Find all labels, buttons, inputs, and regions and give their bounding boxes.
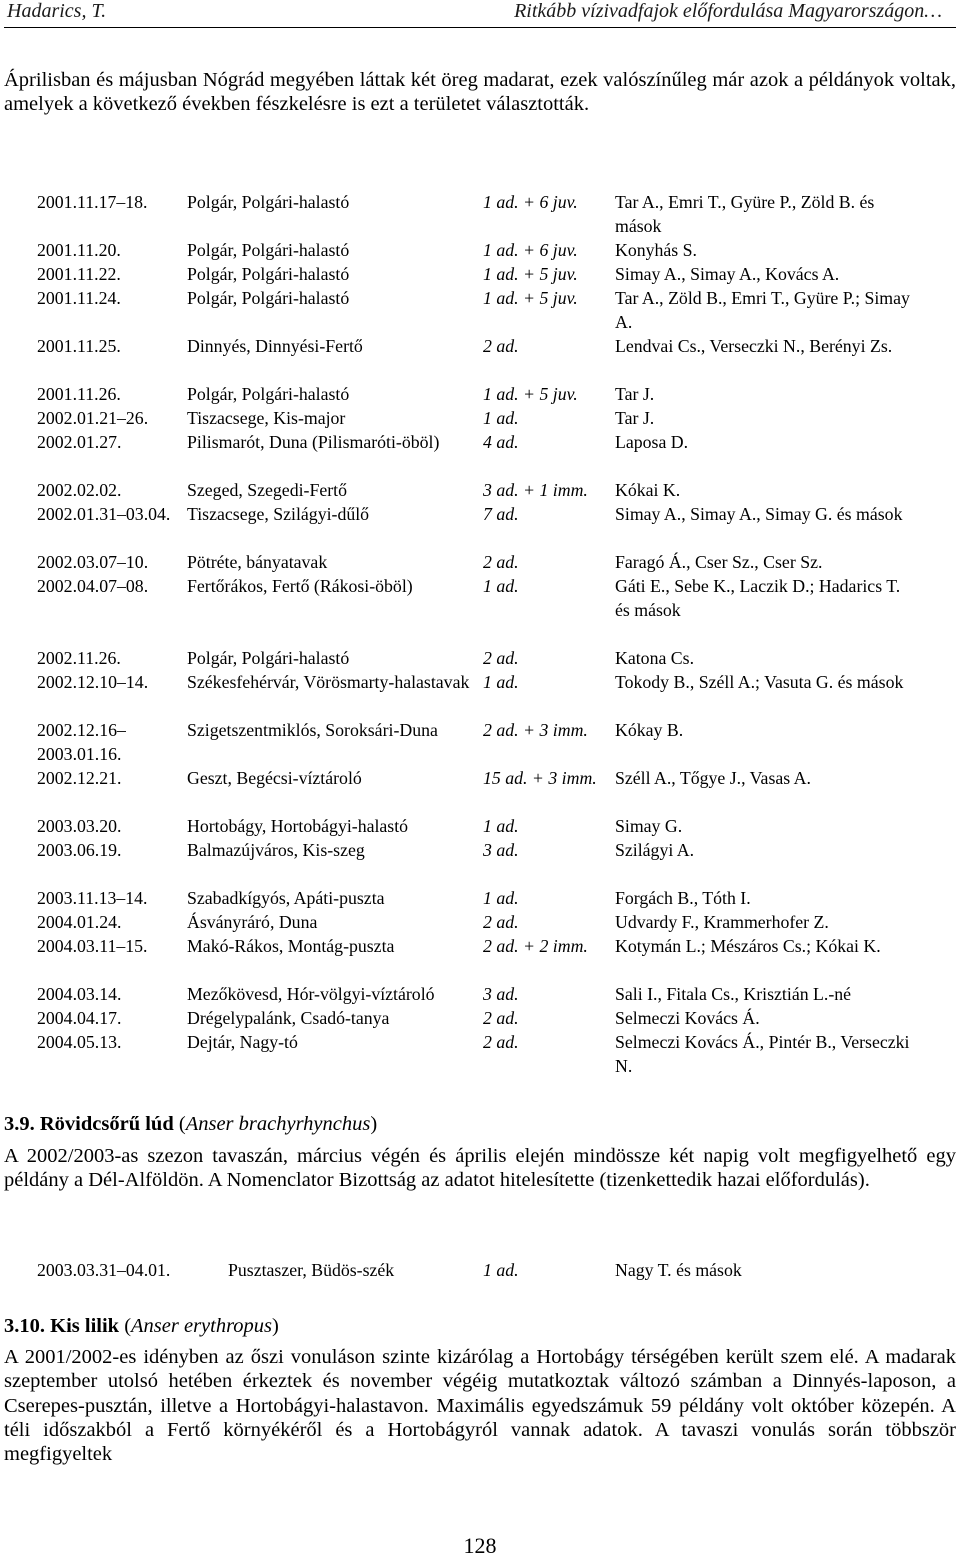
record-observers: Széll A., Tőgye J., Vasas A. <box>615 768 811 788</box>
record-place: Polgár, Polgári-halastó <box>187 264 350 284</box>
page-number: 128 <box>463 1533 497 1558</box>
record-place: Tiszacsege, Kis-major <box>187 408 346 428</box>
species-latin: Anser erythropus <box>131 1315 273 1337</box>
record-date: 2004.03.11–15. <box>37 936 148 956</box>
record-place: Székesfehérvár, Vörösmarty-halastavak <box>187 672 470 692</box>
record-place: Makó-Rákos, Montág-puszta <box>187 936 395 956</box>
record-place: Polgár, Polgári-halastó <box>187 240 350 260</box>
record-observers: Lendvai Cs., Verseczki N., Berényi Zs. <box>615 336 893 356</box>
record-place: Polgár, Polgári-halastó <box>187 192 350 212</box>
record-date: 2003.11.13–14. <box>37 888 148 908</box>
record-place: Drégelypalánk, Csadó-tanya <box>187 1008 390 1028</box>
record-place: Szeged, Szegedi-Fertő <box>187 480 347 500</box>
record-observers: Udvardy F., Krammerhofer Z. <box>615 912 829 932</box>
record-observers: Simay A., Simay A., Kovács A. <box>615 264 840 284</box>
record-place: Mezőkövesd, Hór-völgyi-víztároló <box>187 984 435 1004</box>
record-date: 2001.11.20. <box>37 240 121 260</box>
record-count: 1 ad. <box>483 408 519 428</box>
record-count: 1 ad. + 6 juv. <box>483 192 578 212</box>
record-count: 15 ad. + 3 imm. <box>483 768 597 788</box>
running-header <box>0 0 960 26</box>
record-date: 2002.12.10–14. <box>37 672 149 692</box>
record-observers: Sali I., Fitala Cs., Krisztián L.-né <box>615 984 852 1004</box>
record-place: Hortobágy, Hortobágyi-halastó <box>187 816 409 836</box>
record-place: Ásványráró, Duna <box>187 912 318 932</box>
record-count: 1 ad. + 5 juv. <box>483 264 578 284</box>
record-place: Pötréte, bányatavak <box>187 552 328 572</box>
record-count <box>483 1258 617 1282</box>
record-place: Balmazújváros, Kis-szeg <box>187 840 365 860</box>
record-date: 2001.11.25. <box>37 336 121 356</box>
record-place: Polgár, Polgári-halastó <box>187 384 350 404</box>
record-date: 2004.03.14. <box>37 984 122 1004</box>
record-count: 3 ad. <box>483 984 519 1004</box>
record-observers: Kókai K. <box>615 480 681 500</box>
record-count: 2 ad. <box>483 1008 519 1028</box>
record-observers: Faragó Á., Cser Sz., Cser Sz. <box>615 552 823 572</box>
record-observers: Gáti E., Sebe K., Laczik D.; Hadarics T. és mások <box>615 576 901 621</box>
record-observers: Selmeczi Kovács Á., Pintér B., Verseczki N. <box>615 1032 910 1077</box>
record-date: 2002.11.26. <box>37 648 121 668</box>
record-observers: Konyhás S. <box>615 240 697 260</box>
record-count: 2 ad. <box>483 552 519 572</box>
record-place: Pusztaszer, Büdös-szék <box>228 1260 395 1280</box>
record-date: 2002.03.07–10. <box>37 552 149 572</box>
record-count: 1 ad. + 6 juv. <box>483 240 578 260</box>
species-latin: Anser brachyrhynchus <box>185 1113 371 1135</box>
record-date: 2004.04.17. <box>37 1008 122 1028</box>
record-count: 1 ad. <box>483 816 519 836</box>
record-count: 1 ad. <box>483 672 519 692</box>
record-date: 2002.04.07–08. <box>37 576 149 596</box>
header-title: Ritkább vízivadfajok előfordulása Magyarországon… <box>514 0 942 22</box>
record-observers: Nagy T. és mások <box>615 1260 742 1280</box>
record-place: Dinnyés, Dinnyési-Fertő <box>187 336 363 356</box>
record-observers: Laposa D. <box>615 432 689 452</box>
header-rule <box>4 27 956 28</box>
header-author: Hadarics, T. <box>7 0 107 22</box>
intro-paragraph: Áprilisban és májusban Nógrád megyében láttak két öreg madarat, ezek valószínűleg már azok a példányok voltak, amelyek a következő években fészkelésre is ezt a területet választották. <box>4 69 956 116</box>
record-count: 2 ad. <box>483 1032 519 1052</box>
record-observers: Forgách B., Tóth I. <box>615 888 751 908</box>
record-count: 1 ad. <box>483 888 519 908</box>
section-3-10-paragraph: A 2001/2002-es idényben az őszi vonuláson szinte kizárólag a Hortobágy térségében került szem elé. A madarak szeptember utolsó hetében érkeztek és november végéig mutatkoztak változó számban a Dinnyés-laposon, a Cserepes-pusztán, illetve a Hortobágyi-halastavon. Maximális egyedszámuk 59 példány volt október közepén. A téli időszakból a Fertő környékéről és a Hortobágyról vannak adatok. A tavaszi vonulás során többször megfigyeltek <box>4 1346 956 1466</box>
record-date: 2002.02.02. <box>37 480 122 500</box>
record-count: 1 ad. + 5 juv. <box>483 384 578 404</box>
record-count: 2 ad. + 3 imm. <box>483 720 588 740</box>
record-date: 2001.11.22. <box>37 264 121 284</box>
species-name: Rövidcsőrű lúd <box>39 1113 174 1135</box>
record-observers: Simay A., Simay A., Simay G. és mások <box>615 504 903 524</box>
section-number: 3.9. <box>4 1113 35 1135</box>
record-date: 2002.01.27. <box>37 432 122 452</box>
species-name: Kis lilik <box>50 1315 120 1337</box>
record-count: 1 ad. + 5 juv. <box>483 288 578 308</box>
record-count: 2 ad. <box>483 336 519 356</box>
record-count: 3 ad. + 1 imm. <box>483 480 588 500</box>
section-heading-3-10: 3.10. Kis lilik (Anser erythropus) <box>4 1315 279 1337</box>
record-place: Szabadkígyós, Apáti-puszta <box>187 888 385 908</box>
record-date: 2003.06.19. <box>37 840 122 860</box>
record-date: 2001.11.26. <box>37 384 121 404</box>
record-place: Fertőrákos, Fertő (Rákosi-öböl) <box>187 576 413 596</box>
record-count-text: 1 ad. <box>483 1260 519 1280</box>
record-observers: Simay G. <box>615 816 683 836</box>
record-observers: Kókay B. <box>615 720 684 740</box>
record-count: 7 ad. <box>483 504 519 524</box>
record-observers: Tar J. <box>615 384 655 404</box>
section-3-9-paragraph: A 2002/2003-as szezon tavaszán, március végén és április elején mindössze két napig volt megfigyelhető egy példány a Dél-Alföldön. A Nomenclator Bizottság az adatot hitelesítette (tizenkettedik hazai előfordulás). <box>4 1145 956 1192</box>
record-date: 2004.05.13. <box>37 1032 122 1052</box>
record-date: 2002.01.31–03.04. <box>37 504 171 524</box>
section-number: 3.10. <box>4 1315 45 1337</box>
record-observers: Tokody B., Széll A.; Vasuta G. és mások <box>615 672 904 692</box>
record-place: Polgár, Polgári-halastó <box>187 648 350 668</box>
record-count: 2 ad. <box>483 648 519 668</box>
record-count: 4 ad. <box>483 432 519 452</box>
record-count: 2 ad. <box>483 912 519 932</box>
record-place: Geszt, Begécsi-víztároló <box>187 768 362 788</box>
record-date: 2003.03.20. <box>37 816 122 836</box>
record-place: Polgár, Polgári-halastó <box>187 288 350 308</box>
record-place: Dejtár, Nagy-tó <box>187 1032 298 1052</box>
record-observers: Katona Cs. <box>615 648 695 668</box>
record-date: 2004.01.24. <box>37 912 122 932</box>
record-date: 2001.11.24. <box>37 288 121 308</box>
record-count: 1 ad. <box>483 576 519 596</box>
record-count: 2 ad. + 2 imm. <box>483 936 588 956</box>
record-observers: Szilágyi A. <box>615 840 695 860</box>
section-heading-3-9: 3.9. Rövidcsőrű lúd (Anser brachyrhynchus) <box>4 1113 378 1135</box>
record-count: 3 ad. <box>483 840 519 860</box>
record-place: Pilismarót, Duna (Pilismaróti-öböl) <box>187 432 440 452</box>
record-date: 2002.12.21. <box>37 768 122 788</box>
record-date: 2002.01.21–26. <box>37 408 149 428</box>
record-observers: Tar A., Zöld B., Emri T., Gyüre P.; Simay A. <box>615 288 910 333</box>
record-observers: Kotymán L.; Mészáros Cs.; Kókai K. <box>615 936 881 956</box>
record-observers: Selmeczi Kovács Á. <box>615 1008 760 1028</box>
record-date: 2003.03.31–04.01. <box>37 1260 171 1280</box>
record-date: 2002.12.16–2003.01.16. <box>37 720 126 765</box>
record-observers: Tar A., Emri T., Gyüre P., Zöld B. és mások <box>615 192 875 237</box>
record-date: 2001.11.17–18. <box>37 192 148 212</box>
record-place: Szigetszentmiklós, Soroksári-Duna <box>187 720 438 740</box>
record-observers: Tar J. <box>615 408 655 428</box>
record-place: Tiszacsege, Szilágyi-dűlő <box>187 504 370 524</box>
